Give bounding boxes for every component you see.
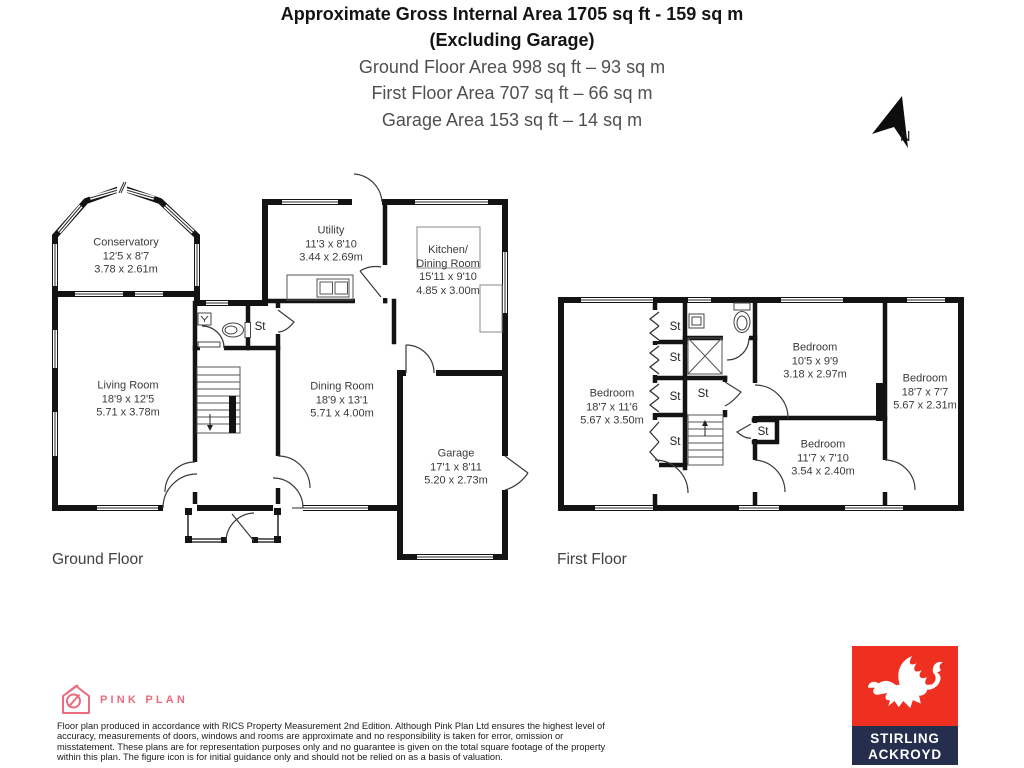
room-label-utility	[299, 225, 363, 266]
room-label-conservatory	[93, 237, 158, 278]
storage-label-ff-2: St	[669, 352, 681, 364]
ground-floor-area-line: Ground Floor Area 998 sq ft – 93 sq m	[358, 56, 666, 77]
room-dim-metric: 5.67 x 2.31m	[893, 399, 957, 412]
storage-label-ff-5: St	[697, 388, 709, 400]
room-dim-imperial: 11'7 x 7'10	[797, 452, 849, 465]
room-dim-metric: 5.67 x 3.50m	[580, 414, 644, 427]
north-label: N	[900, 129, 911, 145]
garage-area-line: Garage Area 153 sq ft – 14 sq m	[381, 109, 643, 130]
room-name: Bedroom	[800, 438, 846, 451]
room-dim-metric: 3.54 x 2.40m	[791, 465, 855, 478]
agent-name-line1: STIRLING	[870, 731, 940, 746]
room-dim-imperial: 18'9 x 12'5	[101, 393, 155, 406]
ground-floor-plan	[40, 170, 540, 570]
room-dim-metric: 4.85 x 3.00m	[416, 284, 480, 297]
room-dim-imperial: 15'11 x 9'10	[419, 271, 477, 283]
room-label-living-room	[96, 380, 160, 421]
room-label-bedroom-1	[580, 388, 644, 429]
room-name: Kitchen/	[428, 243, 468, 256]
disclaimer-text: Floor plan produced in accordance with RICS Property Measurement 2nd Edition. Although Pink Plan Ltd ensures the highest level of accuracy, measurements of doors, windows and rooms are approximate and no responsibility is taken for error, omission or misstatement. These plans are for representation purposes only and no guarantee is given on the total square footage of the property within this plan. The figure icon is for initial guidance only and should not be relied on as a basis of valuation.	[57, 721, 606, 762]
first-floor-title: First Floor	[557, 551, 627, 568]
room-name: Bedroom	[589, 387, 635, 400]
storage-label-ff-6: St	[757, 426, 769, 438]
storage-label-ground: St	[254, 321, 266, 333]
pink-plan-house-icon	[58, 682, 94, 718]
room-name: Bedroom	[902, 372, 948, 385]
room-name-2: Dining Room	[416, 257, 480, 270]
room-dim-imperial: 10'5 x 9'9	[791, 355, 839, 368]
room-label-dining-room	[310, 381, 374, 422]
first-floor-area-line: First Floor Area 707 sq ft – 66 sq m	[371, 83, 653, 104]
stirling-ackroyd-logo	[852, 646, 958, 765]
storage-label-ff-4: St	[669, 436, 681, 448]
room-label-bedroom-3	[893, 373, 957, 414]
room-name: Utility	[317, 224, 345, 237]
pink-plan-wordmark: PINK PLAN	[100, 694, 189, 706]
room-dim-imperial: 18'7 x 7'7	[901, 386, 949, 399]
griffin-icon	[861, 653, 949, 719]
room-dim-imperial: 18'7 x 11'6	[586, 401, 638, 414]
gross-area-title: Approximate Gross Internal Area 1705 sq ft - 159 sq m	[280, 4, 744, 24]
header	[0, 1, 1024, 133]
room-dim-metric: 3.44 x 2.69m	[299, 251, 363, 264]
room-dim-metric: 3.78 x 2.61m	[94, 263, 158, 276]
room-label-kitchen-dining	[416, 244, 480, 298]
room-dim-metric: 5.71 x 3.78m	[96, 406, 160, 419]
room-name: Bedroom	[792, 341, 838, 354]
room-dim-metric: 5.20 x 2.73m	[424, 474, 488, 487]
storage-label-ff-3: St	[669, 391, 681, 403]
room-dim-metric: 5.71 x 4.00m	[310, 407, 374, 420]
agent-logo-red-panel	[852, 646, 958, 726]
agent-name-line2: ACKROYD	[868, 746, 942, 762]
storage-label-ff-1: St	[669, 321, 681, 333]
room-label-bedroom-4	[791, 439, 855, 480]
room-name: Dining Room	[310, 380, 374, 393]
room-name: Conservatory	[93, 236, 159, 249]
room-name: Garage	[437, 447, 475, 460]
room-dim-imperial: 11'3 x 8'10	[305, 238, 357, 251]
room-label-bedroom-2	[783, 342, 847, 383]
room-dim-metric: 3.18 x 2.97m	[783, 368, 847, 381]
agent-logo-navy-panel	[852, 726, 958, 765]
room-label-garage	[424, 448, 488, 489]
ground-floor-title: Ground Floor	[52, 551, 144, 568]
north-arrow-icon	[872, 96, 920, 154]
room-dim-imperial: 17'1 x 8'11	[430, 461, 482, 474]
room-dim-imperial: 18'9 x 13'1	[315, 394, 369, 407]
excluding-garage-title: (Excluding Garage)	[429, 30, 595, 51]
room-name: Living Room	[97, 379, 159, 392]
room-dim-imperial: 12'5 x 8'7	[102, 250, 150, 263]
